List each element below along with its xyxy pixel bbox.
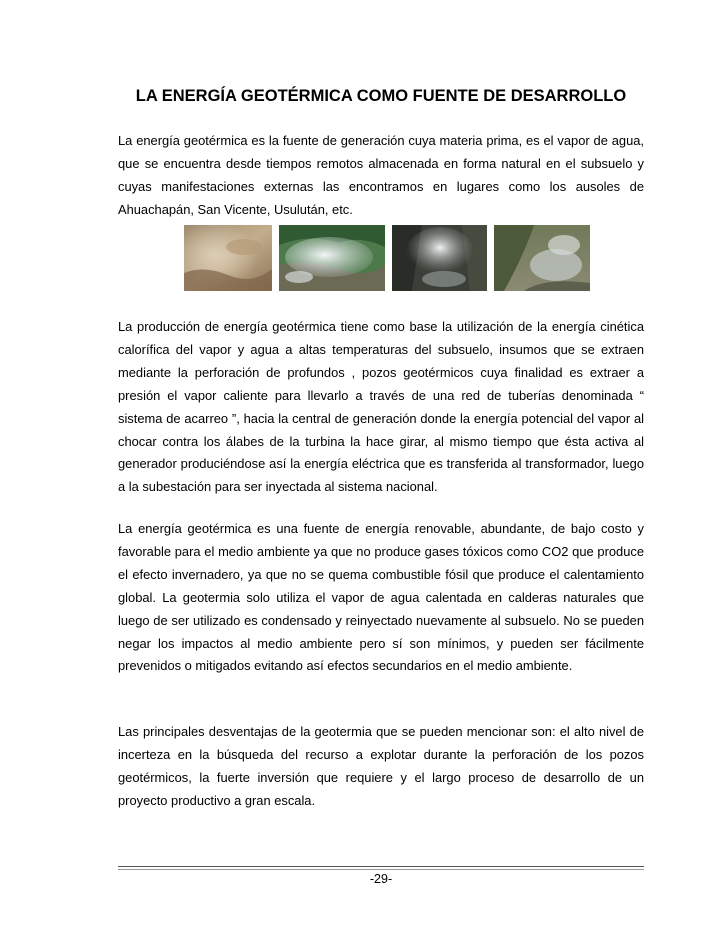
footer-divider: [118, 866, 644, 870]
page-number: -29-: [369, 872, 393, 886]
page-title: LA ENERGÍA GEOTÉRMICA COMO FUENTE DE DESARROLLO: [135, 87, 627, 105]
fumarole-mud-photo: [184, 225, 272, 291]
steaming-forest-photo: [279, 225, 385, 291]
paragraph-production: La producción de energía geotérmica tiene como base la utilización de la energía cinética calorífica del vapor y agua a altas temperaturas del subsuelo, insumos que se extraen mediante la perforación de profundos , pozos geotérmicos cuya finalidad es extraer a presión el vapor caliente para llevarlo a través de una red de tuberías denominada “ sistema de acarreo ”, hacia la central de generación donde la energía potencial del vapor al chocar contra los álabes de la turbina la hace girar, al mismo tiempo que ésta activa al generador produciéndose así la energía eléctrica que es transferida al transformador, luego a la subestación para ser inyectada al sistema nacional.: [118, 319, 644, 495]
geothermal-photo-strip: [184, 225, 590, 291]
geyser-rocks-photo: [494, 225, 590, 291]
paragraph-intro: La energía geotérmica es la fuente de generación cuya materia prima, es el vapor de agua, que se encuentra desde tiempos remotos almacenada en forma natural en el subsuelo y cuyas manifestaciones externas las encontramos en lugares como los ausoles de Ahuachapán, San Vicente, Usulután, etc.: [118, 133, 644, 217]
paragraph-advantages: La energía geotérmica es una fuente de energía renovable, abundante, de bajo costo y favorable para el medio ambiente ya que no produce gases tóxicos como CO2 que produce el efecto invernadero, ya que no se quema combustible fósil que produce el calentamiento global. La geotermia solo utiliza el vapor de agua calentada en calderas naturales que luego de ser utilizado es condensado y reinyectado nuevamente al subsuelo. No se pueden negar los impactos al medio ambiente pero sí son mínimos, y pueden ser fácilmente prevenidos o mitigados evitando así efectos secundarios en el medio ambiente.: [118, 521, 644, 674]
paragraph-disadvantages: Las principales desventajas de la geotermia que se pueden mencionar son: el alto nivel de incerteza en la búsqueda del recurso a explotar durante la perforación de los pozos geotérmicos, la fuerte inversión que requiere y el largo proceso de desarrollo de un proyecto productivo a gran escala.: [118, 724, 644, 808]
steam-vent-photo: [392, 225, 487, 291]
